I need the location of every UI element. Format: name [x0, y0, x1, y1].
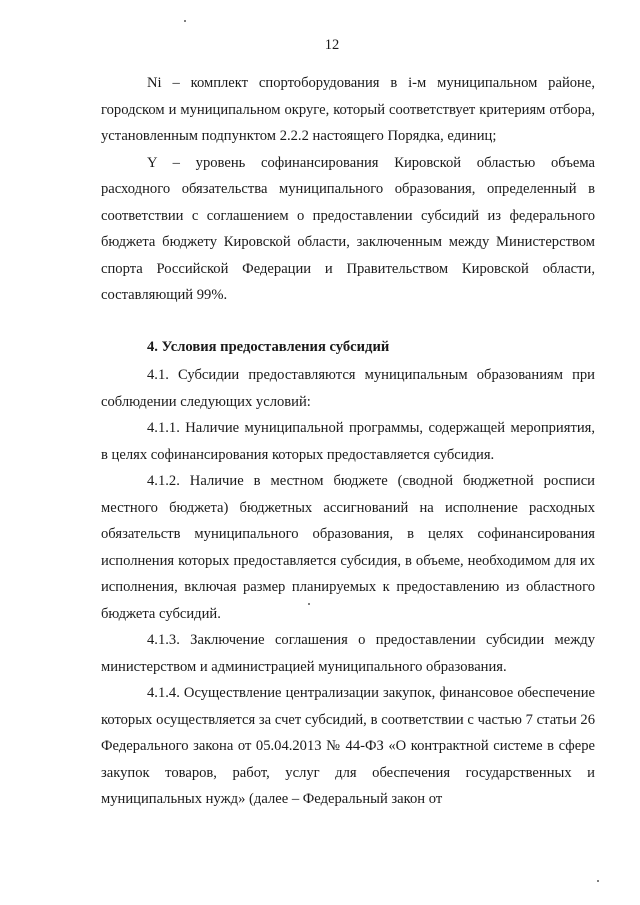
document-body [101, 70, 595, 813]
clause-4-1-2: 4.1.2. Наличие в местном бюджете (сводной бюджетной росписи местного бюджета) бюджетных ассигнований на исполнение расходных обязательств муниципального образования, в целях софинансирования исполнения которых предоставляется субсидия, в объеме, необходимом для их исполнения, включая размер планируемых к предоставлению из областного бюджета субсидий. [101, 473, 595, 622]
page-number: 12 [324, 37, 340, 53]
scan-speck [597, 880, 599, 882]
clause-4-1-4: 4.1.4. Осуществление централизации закупок, финансовое обеспечение которых осуществляется за счет субсидий, в соответствии с частью 7 статьи 26 Федерального закона от 05.04.2013 № 44-ФЗ «О контрактной системе в сфере закупок товаров, работ, услуг для обеспечения государственных и муниципальных нужд» (далее – Федеральный закон от [101, 685, 595, 807]
clause-4-1-3: 4.1.3. Заключение соглашения о предоставлении субсидии между министерством и администрацией муниципального образования. [101, 632, 595, 675]
scan-speck [184, 20, 186, 22]
clause-4-1: 4.1. Субсидии предоставляются муниципальным образованиям при соблюдении следующих условий: [101, 367, 595, 410]
definition-ni: Ni – комплект спортоборудования в i-м муниципальном районе, городском и муниципальном округе, который соответствует критериям отбора, установленным подпунктом 2.2.2 настоящего Порядка, единиц; [101, 75, 595, 144]
definition-y: Y – уровень софинансирования Кировской областью объема расходного обязательства муниципального образования, определенный в соответствии с соглашением о предоставлении субсидий из федерального бюджета бюджету Кировской области, заключенным между Министерством спорта Российской Федерации и Правительством Кировской области, составляющий 99%. [101, 154, 595, 303]
clause-4-1-1: 4.1.1. Наличие муниципальной программы, содержащей мероприятия, в целях софинансирования которых предоставляется субсидия. [101, 420, 595, 463]
section-heading: 4. Условия предоставления субсидий [147, 338, 390, 355]
